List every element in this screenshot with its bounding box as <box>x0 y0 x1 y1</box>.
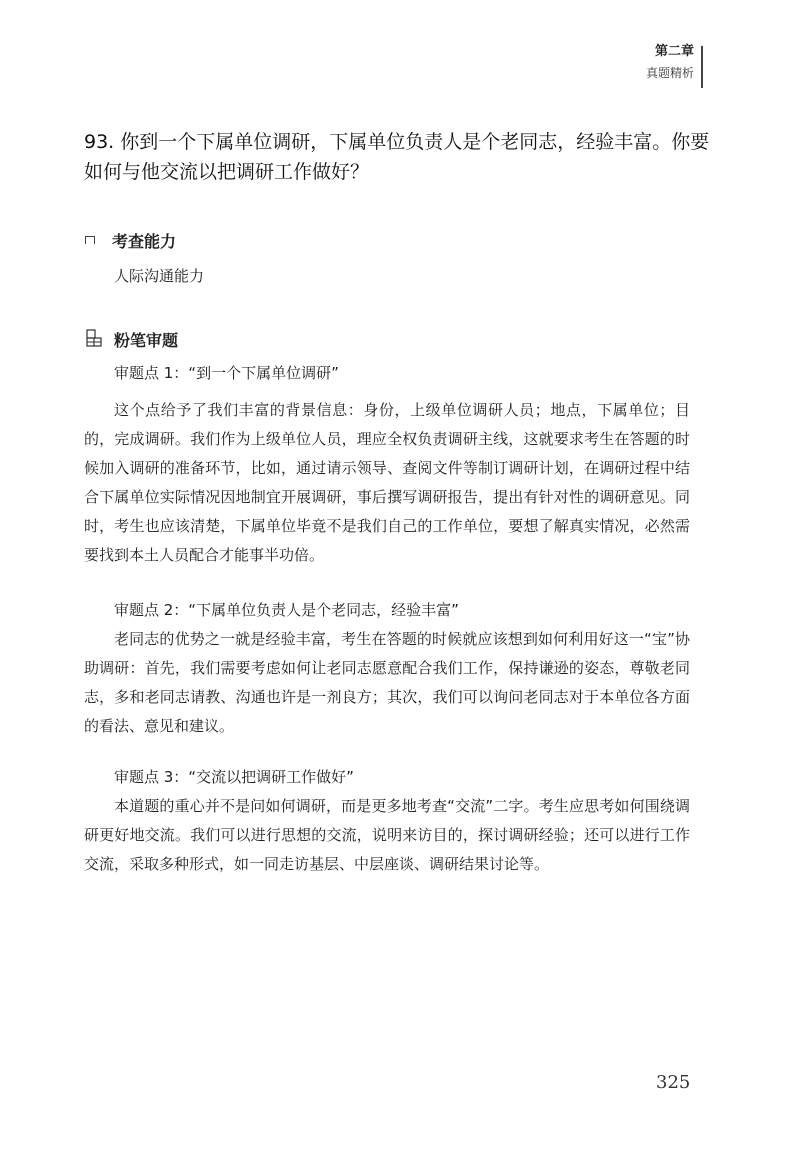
analysis-title: 粉笔审题 <box>114 330 179 350</box>
ability-section-heading <box>84 227 176 253</box>
analysis-icon <box>84 328 104 350</box>
ability-title: 考查能力 <box>112 231 177 251</box>
point-3-text: 本道题的重心并不是问如何调研，而是更多地考查“交流”二字。考生应思考如何围绕调研更好地交流。我们可以进行思想的交流，说明来访目的，探讨调研经验；还可以进行工作交流，采取多种形式，如一同走访基层、中层座谈、调研结果讨论等。 <box>84 797 690 873</box>
section-title: 真题精析 <box>645 66 694 80</box>
point-2-label: 审题点 2：“下属单位负责人是个老同志，经验丰富” <box>114 601 459 619</box>
chapter-title: 第二章 <box>654 44 694 59</box>
question-text: 93. 你到一个下属单位调研，下属单位负责人是个老同志，经验丰富。你要如何与他交流以把调研工作做好？ <box>84 131 710 183</box>
point-1-text: 这个点给予了我们丰富的背景信息：身份，上级单位调研人员；地点，下属单位；目的，完成调研。我们作为上级单位人员，理应全权负责调研主线，这就要求考生在答题的时候加入调研的准备环节，比如，通过请示领导、查阅文件等制订调研计划，在调研过程中结合下属单位实际情况因地制宜开展调研，事后撰写调研报告，提出有针对性的调研意见。同时，考生也应该清楚，下属单位毕竟不是我们自己的工作单位，要想了解真实情况，必然需要找到本土人员配合才能事半功倍。 <box>84 401 690 564</box>
analysis-section-heading <box>84 326 178 352</box>
point-3-paragraph <box>84 792 690 879</box>
point-2-paragraph <box>84 625 690 741</box>
header-divider <box>701 46 703 88</box>
running-header <box>646 44 694 81</box>
point-1-paragraph <box>84 396 690 570</box>
point-1-label: 审题点 1：“到一个下属单位调研” <box>114 364 339 382</box>
page-number: 325 <box>656 1072 691 1093</box>
point-2-text: 老同志的优势之一就是经验丰富，考生在答题的时候就应该想到如何利用好这一“宝”协助调研：首先，我们需要考虑如何让老同志愿意配合我们工作，保持谦逊的姿态，尊敬老同志，多和老同志请教、沟通也许是一剂良方；其次，我们可以询问老同志对于本单位各方面的看法、意见和建议。 <box>84 630 690 735</box>
ability-icon <box>84 234 96 246</box>
point-3-label: 审题点 3：“交流以把调研工作做好” <box>114 768 354 786</box>
ability-content: 人际沟通能力 <box>114 267 205 285</box>
